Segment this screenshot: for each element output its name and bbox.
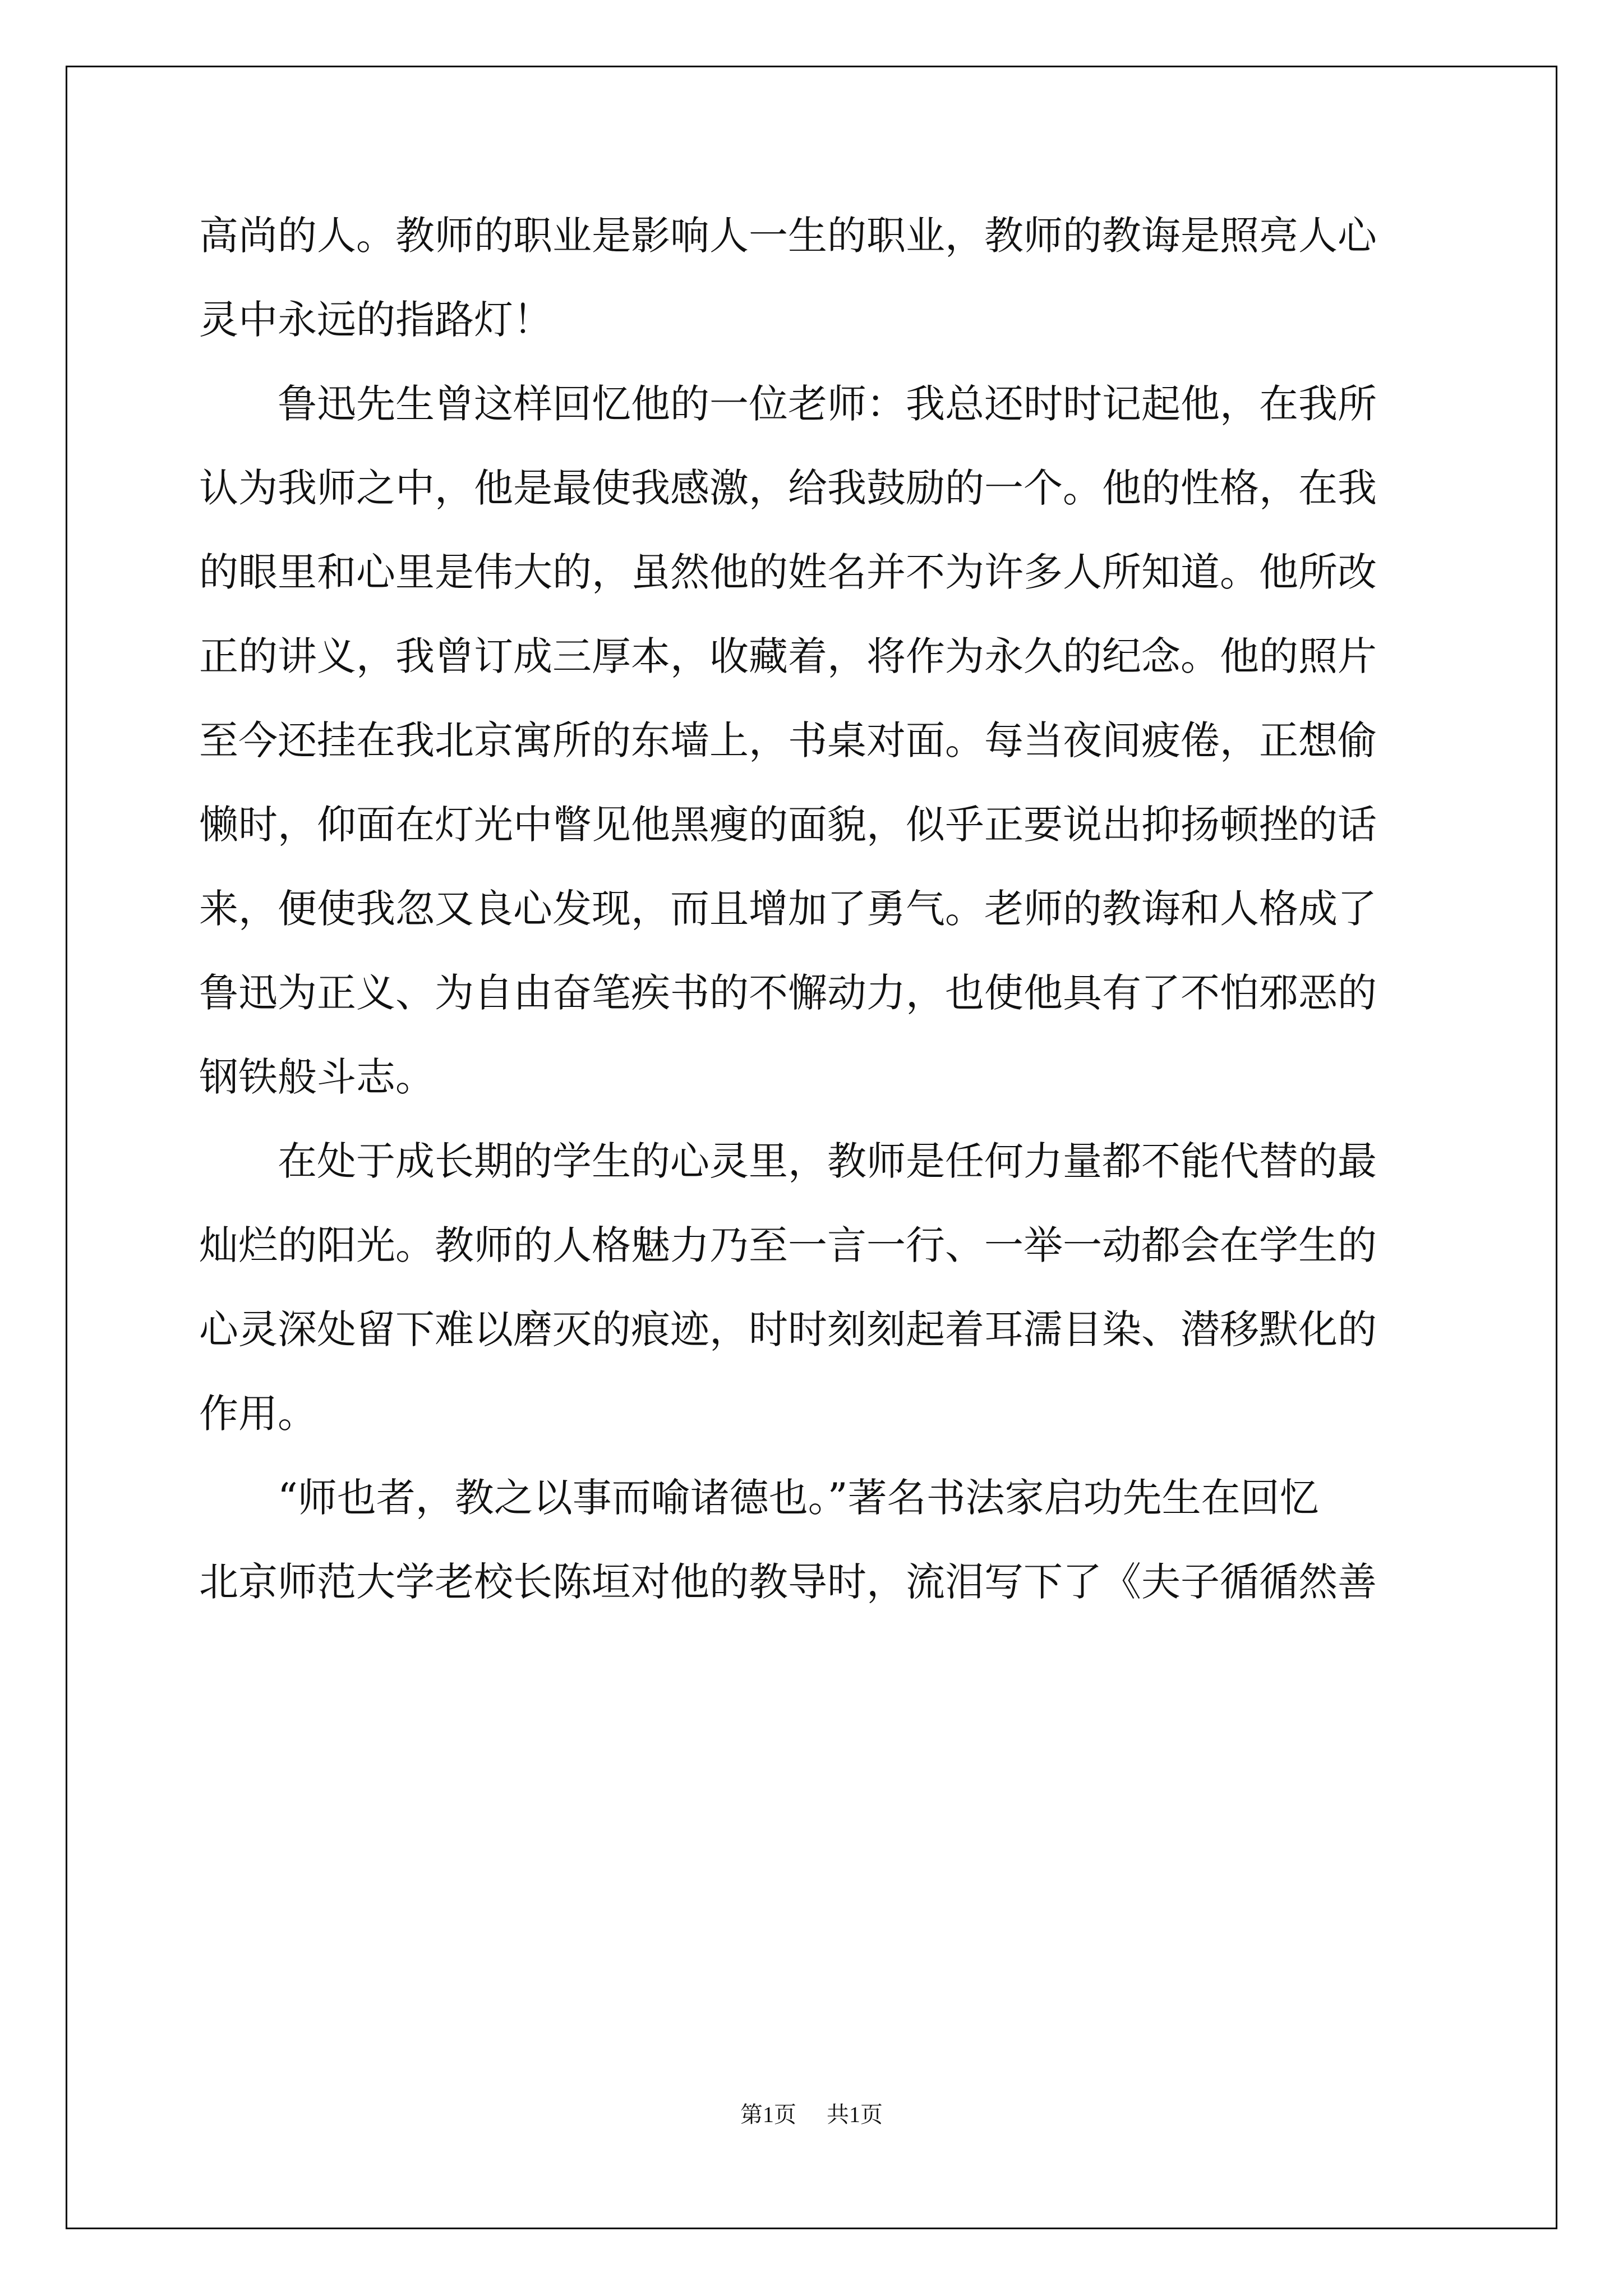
text-line: 正的讲义，我曾订成三厚本，收藏着，将作为永久的纪念。他的照片: [199, 633, 1377, 679]
page-total: 共1页: [827, 2102, 883, 2127]
text-line: 懒时，仰面在灯光中瞥见他黑瘦的面貌，似乎正要说出抑扬顿挫的话: [199, 802, 1377, 848]
paragraph-first-line: 在处于成长期的学生的心灵里，教师是任何力量都不能代替的最: [278, 1138, 1377, 1184]
text-line: 认为我师之中，他是最使我感激，给我鼓励的一个。他的性格，在我: [199, 465, 1377, 511]
text-line: 至今还挂在我北京寓所的东墙上，书桌对面。每当夜间疲倦，正想偷: [199, 717, 1377, 763]
text-line: 心灵深处留下难以磨灭的痕迹，时时刻刻起着耳濡目染、潜移默化的: [199, 1306, 1377, 1352]
paragraph-first-line: “师也者，教之以事而喻诸德也。”著名书法家启功先生在回忆: [278, 1475, 1319, 1521]
page-footer: [0, 2098, 1623, 2132]
paragraph-first-line: 鲁迅先生曾这样回忆他的一位老师：我总还时时记起他，在我所: [278, 381, 1377, 427]
text-line: 来，便使我忽又良心发现，而且增加了勇气。老师的教诲和人格成了: [199, 886, 1377, 932]
text-line: 鲁迅为正义、为自由奋笔疾书的不懈动力，也使他具有了不怕邪恶的: [199, 970, 1377, 1016]
text-line: 的眼里和心里是伟大的，虽然他的姓名并不为许多人所知道。他所改: [199, 549, 1377, 595]
text-line: 钢铁般斗志。: [199, 1054, 435, 1100]
text-line: 作用。: [199, 1391, 317, 1437]
text-line: 灿烂的阳光。教师的人格魅力乃至一言一行、一举一动都会在学生的: [199, 1222, 1377, 1268]
text-line: 灵中永远的指路灯！: [199, 297, 552, 343]
page-number: 第1页: [740, 2102, 796, 2127]
text-line: 高尚的人。教师的职业是影响人一生的职业，教师的教诲是照亮人心: [199, 213, 1377, 259]
text-line: 北京师范大学老校长陈垣对他的教导时，流泪写下了《夫子循循然善: [199, 1559, 1377, 1605]
